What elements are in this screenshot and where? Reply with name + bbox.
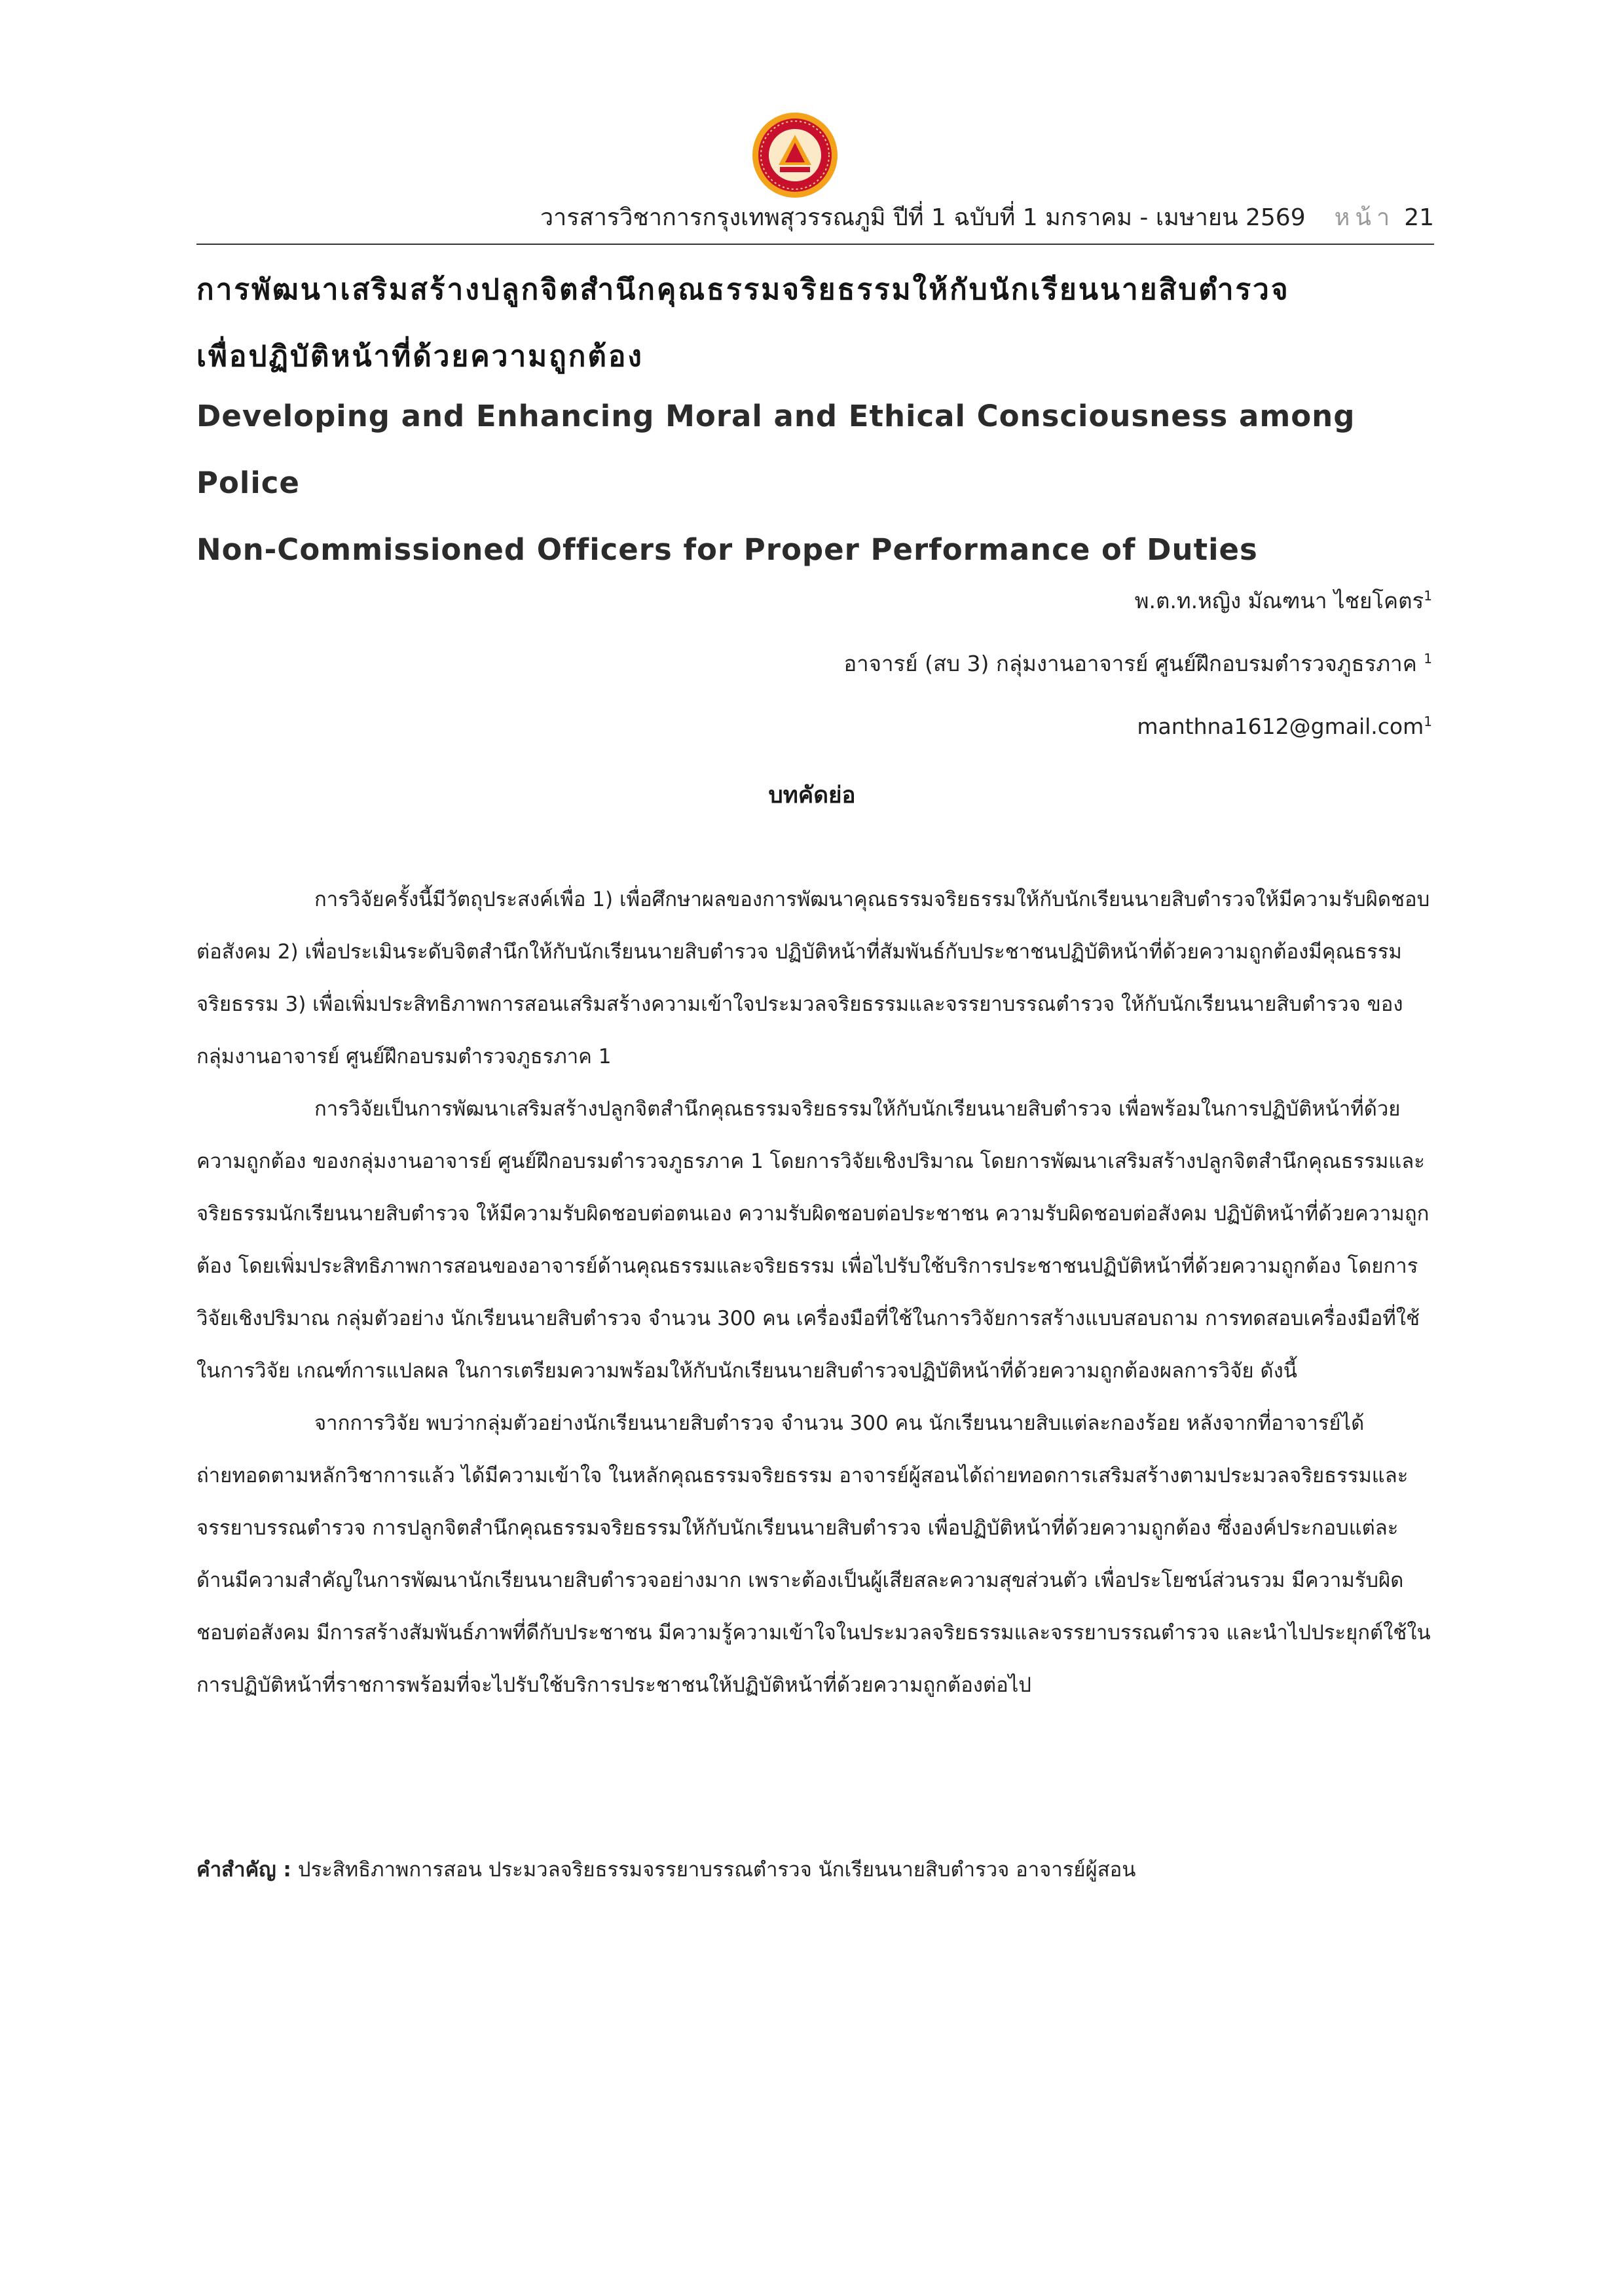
author-name-superscript: 1 — [1424, 588, 1432, 604]
abstract-paragraph-1: การวิจัยครั้งนี้มีวัตถุประสงค์เพื่อ 1) เพื่อศึกษาผลของการพัฒนาคุณธรรมจริยธรรมให้กับนักเรียนนายสิบตำรวจให้มีความรับผิดชอบต่อสังคม 2) เพื่อประเมินระดับจิตสำนึกให้กับนักเรียนนายสิบตำรวจ ปฏิบัติหน้าที่สัมพันธ์กับประชาชนปฏิบัติหน้าที่ด้วยความถูกต้องมีคุณธรรมจริยธรรม 3) เพื่อเพิ่มประสิทธิภาพการสอนเสริมสร้างความเข้าใจประมวลจริยธรรมและจรรยาบรรณตำรวจ ให้กับนักเรียนนายสิบตำรวจ ของกลุ่มงานอาจารย์ ศูนย์ฝึกอบรมตำรวจภูธรภาค 1 — [196, 888, 1430, 1068]
title-thai-line-2: เพื่อปฏิบัติหน้าที่ด้วยความถูกต้อง — [196, 340, 644, 373]
journal-info: วารสารวิชาการกรุงเทพสุวรรณภูมิ ปีที่ 1 ฉบับที่ 1 มกราคม - เมษายน 2569 — [540, 204, 1306, 231]
seal-icon — [751, 111, 839, 199]
header-divider — [196, 244, 1434, 245]
page-number: 21 — [1404, 204, 1434, 231]
author-name-line — [384, 570, 1432, 632]
abstract-body — [196, 873, 1434, 1711]
title-thai-line-1: การพัฒนาเสริมสร้างปลูกจิตสำนึกคุณธรรมจริยธรรมให้กับนักเรียนนายสิบตำรวจ — [196, 273, 1290, 306]
affiliation-superscript: 1 — [1424, 651, 1432, 666]
abstract-paragraph-2: การวิจัยเป็นการพัฒนาเสริมสร้างปลูกจิตสำนึกคุณธรรมจริยธรรมให้กับนักเรียนนายสิบตำรวจ เพื่อพร้อมในการปฏิบัติหน้าที่ด้วยความถูกต้อง ของกลุ่มงานอาจารย์ ศูนย์ฝึกอบรมตำรวจภูธรภาค 1 โดยการวิจัยเชิงปริมาณ โดยการพัฒนาเสริมสร้างปลูกจิตสำนึกคุณธรรมและจริยธรรมนักเรียนนายสิบตำรวจ ให้มีความรับผิดชอบต่อตนเอง ความรับผิดชอบต่อประชาชน ความรับผิดชอบต่อสังคม ปฏิบัติหน้าที่ด้วยความถูกต้อง โดยเพิ่มประสิทธิภาพการสอนของอาจารย์ด้านคุณธรรมและจริยธรรม เพื่อไปรับใช้บริการประชาชนปฏิบัติหน้าที่ด้วยความถูกต้อง โดยการวิจัยเชิงปริมาณ กลุ่มตัวอย่าง นักเรียนนายสิบตำรวจ จำนวน 300 คน เครื่องมือที่ใช้ในการวิจัยการสร้างแบบสอบถาม การทดสอบเครื่องมือที่ใช้ในการวิจัย เกณฑ์การแปลผล ในการเตรียมความพร้อมให้กับนักเรียนนายสิบตำรวจปฏิบัติหน้าที่ด้วยความถูกต้องผลการวิจัย ดังนี้ — [196, 1097, 1430, 1383]
email-superscript: 1 — [1424, 714, 1432, 729]
keywords-text: ประสิทธิภาพการสอน ประมวลจริยธรรมจรรยาบรรณตำรวจ นักเรียนนายสิบตำรวจ อาจารย์ผู้สอน — [297, 1858, 1136, 1882]
abstract-paragraph-3: จากการวิจัย พบว่ากลุ่มตัวอย่างนักเรียนนายสิบตำรวจ จำนวน 300 คน นักเรียนนายสิบแต่ละกองร้อย หลังจากที่อาจารย์ได้ถ่ายทอดตามหลักวิชาการแล้ว ได้มีความเข้าใจ ในหลักคุณธรรมจริยธรรม อาจารย์ผู้สอนได้ถ่ายทอดการเสริมสร้างตามประมวลจริยธรรมและจรรยาบรรณตำรวจ การปลูกจิตสำนึกคุณธรรมจริยธรรมให้กับนักเรียนนายสิบตำรวจ เพื่อปฏิบัติหน้าที่ด้วยความถูกต้อง ซึ่งองค์ประกอบแต่ละด้านมีความสำคัญในการพัฒนานักเรียนนายสิบตำรวจอย่างมาก เพราะต้องเป็นผู้เสียสละความสุขส่วนตัว เพื่อประโยชน์ส่วนรวม มีความรับผิดชอบต่อสังคม มีการสร้างสัมพันธ์ภาพที่ดีกับประชาชน มีความรู้ความเข้าใจในประมวลจริยธรรมและจรรยาบรรณตำรวจ และนำไปประยุกต์ใช้ในการปฏิบัติหน้าที่ราชการพร้อมที่จะไปรับใช้บริการประชาชนให้ปฏิบัติหน้าที่ด้วยความถูกต้องต่อไป — [196, 1412, 1431, 1697]
abstract-heading: บทคัดย่อ — [768, 782, 856, 809]
author-email-line — [384, 695, 1432, 758]
article-title-english — [196, 383, 1441, 583]
article-title-thai — [196, 257, 1441, 390]
page-label: หน้า — [1334, 204, 1395, 231]
journal-seal-logo — [751, 111, 839, 199]
author-block — [384, 570, 1432, 758]
author-email: manthna1612@gmail.com — [1137, 714, 1424, 739]
author-affiliation-line — [384, 632, 1432, 695]
journal-running-header — [196, 198, 1434, 238]
author-affiliation: อาจารย์ (สบ 3) กลุ่มงานอาจารย์ ศูนย์ฝึกอบรมตำรวจภูธรภาค — [843, 651, 1424, 676]
keywords-line — [196, 1850, 1434, 1889]
author-name: พ.ต.ท.หญิง มัณฑนา ไชยโคตร — [1134, 588, 1424, 613]
title-english-line-2: Non-Commissioned Officers for Proper Performance of Duties — [196, 532, 1258, 567]
title-english-line-1: Developing and Enhancing Moral and Ethical Consciousness among Police — [196, 399, 1356, 500]
keywords-label: คำสำคัญ : — [196, 1858, 291, 1882]
